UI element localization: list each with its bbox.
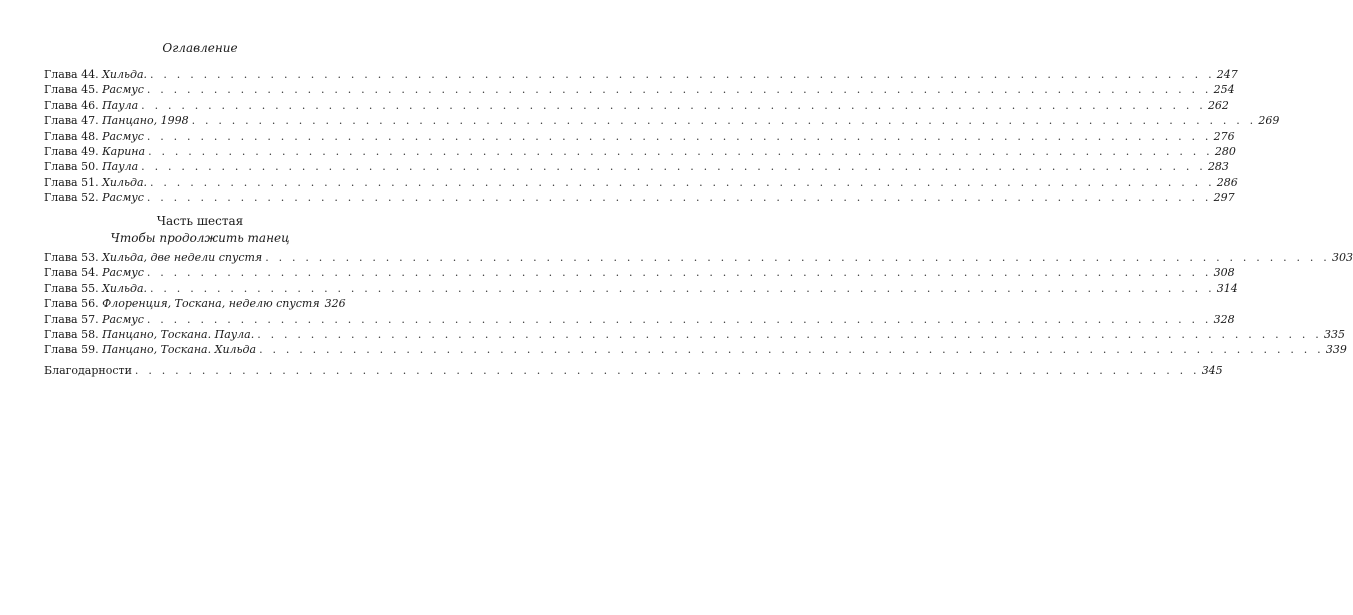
toc-entry-page: 335 (1323, 327, 1345, 341)
toc-entry (44, 129, 1235, 144)
toc-entry (44, 67, 1238, 82)
toc-entry-number: Глава 52. (44, 191, 99, 205)
toc-entry (44, 98, 1229, 113)
toc-entry-page: 326 (324, 297, 346, 311)
dot-leader: . . . . . . . . . . . . . . . . . . . . . . . . . . . . . . . . . . . . . . . . . . . . . . . . . . . . . . . . . . . . . . . . . . . . . . . . . . . . . . . . (146, 83, 1212, 97)
dot-leader: . . . . . . . . . . . . . . . . . . . . . . . . . . . . . . . . . . . . . . . . . . . . . . . . . . . . . . . . . . . . . . . . . . . . . . . . . . . . . . . . (148, 144, 1213, 158)
dot-leader: . . . . . . . . . . . . . . . . . . . . . . . . . . . . . . . . . . . . . . . . . . . . . . . . . . . . . . . . . . . . . . . . . . . . . . . . . . . . . . . . (146, 266, 1212, 280)
toc-entry-title: Панцано, Тоскана. Хильда (102, 343, 257, 357)
dot-leader: . . . . . . . . . . . . . . . . . . . . . . . . . . . . . . . . . . . . . . . . . . . . . . . . . . . . . . . . . . . . . . . . . . . . . . . . . . . . . . . . (150, 175, 1215, 189)
toc-entry (44, 327, 1345, 342)
toc-entry-title: Карина (102, 144, 146, 158)
toc-entry (44, 281, 1238, 296)
toc-entry-page: 328 (1213, 312, 1235, 326)
toc-entry (44, 190, 1235, 205)
toc-entry-number: Глава 58. (44, 327, 99, 341)
dot-leader: . . . . . . . . . . . . . . . . . . . . . . . . . . . . . . . . . . . . . . . . . . . . . . . . . . . . . . . . . . . . . . . . . . . . . . . . . . . . . . . . (150, 68, 1215, 81)
toc-entry (44, 175, 1238, 190)
toc-entry (44, 363, 1223, 378)
toc-entry-title: Расмус (102, 83, 144, 97)
toc-entry-title: Расмус (102, 191, 144, 205)
toc-entry-title: Панцано, Тоскана. Паула. (102, 327, 255, 341)
toc-entry (44, 113, 1280, 128)
toc-entry-number: Глава 57. (44, 312, 99, 326)
dot-leader: . . . . . . . . . . . . . . . . . . . . . . . . . . . . . . . . . . . . . . . . . . . . . . . . . . . . . . . . . . . . . . . . . . . . . . . . . . . . . . . . (134, 364, 1200, 377)
toc-entry (44, 296, 346, 311)
dot-leader: . . . . . . . . . . . . . . . . . . . . . . . . . . . . . . . . . . . . . . . . . . . . . . . . . . . . . . . . . . . . . . . . . . . . . . . . . . . . . . . . (257, 327, 1322, 341)
toc-section-2 (44, 250, 1353, 358)
toc-entry-title: Хильда. (102, 281, 148, 295)
toc-entry-number: Глава 50. (44, 160, 99, 174)
toc-entry-page: 297 (1213, 191, 1235, 205)
toc-entry-page: 262 (1207, 98, 1229, 112)
toc-entry-page: 345 (1201, 364, 1223, 377)
toc-entry (44, 265, 1235, 280)
dot-leader: . . . . . . . . . . . . . . . . . . . . . . . . . . . . . . . . . . . . . . . . . . . . . . . . . . . . . . . . . . . . . . . . . . . . . . . . . . . . . . . . (265, 251, 1330, 264)
toc-entry-title: Расмус (102, 312, 144, 326)
toc-entry-title: Флоренция, Тоскана, неделю спустя (102, 297, 320, 311)
toc-entry-number: Глава 47. (44, 114, 99, 128)
toc-entry-number: Глава 55. (44, 281, 99, 295)
toc-entry-title: Паула (102, 98, 139, 112)
part-title: Часть шестая (156, 214, 244, 228)
toc-entry-page: 283 (1207, 160, 1229, 174)
toc-entry-title: Хильда. (102, 68, 148, 81)
toc-entry-number: Глава 51. (44, 175, 99, 189)
toc-entry (44, 250, 1353, 265)
dot-leader: . . . . . . . . . . . . . . . . . . . . . . . . . . . . . . . . . . . . . . . . . . . . . . . . . . . . . . . . . . . . . . . . . . . . . . . . . . . . . . . . (259, 343, 1324, 357)
toc-entry-number: Глава 45. (44, 83, 99, 97)
toc-entry-page: 276 (1213, 129, 1235, 143)
toc-entry-title: Хильда, две недели спустя (102, 251, 263, 264)
toc-entry-page: 254 (1213, 83, 1235, 97)
toc-entry-number: Глава 54. (44, 266, 99, 280)
dot-leader: . . . . . . . . . . . . . . . . . . . . . . . . . . . . . . . . . . . . . . . . . . . . . . . . . . . . . . . . . . . . . . . . . . . . . . . . . . . . . . . . (150, 281, 1215, 295)
toc-entry-title: Расмус (102, 129, 144, 143)
toc-entry-title: Расмус (102, 266, 144, 280)
toc-entry (44, 82, 1235, 97)
toc-entry-title: Паула (102, 160, 139, 174)
toc-heading: Оглавление (162, 41, 238, 55)
toc-entry-page: 303 (1331, 251, 1353, 264)
toc-entry-number: Глава 48. (44, 129, 99, 143)
toc-entry-number: Благодарности (44, 364, 132, 377)
toc-entry-number: Глава 53. (44, 251, 99, 264)
toc-entry-number: Глава 59. (44, 343, 99, 357)
toc-entry-title: Панцано, 1998 (102, 114, 189, 128)
toc-entry-page: 269 (1258, 114, 1280, 128)
dot-leader: . . . . . . . . . . . . . . . . . . . . . . . . . . . . . . . . . . . . . . . . . . . . . . . . . . . . . . . . . . . . . . . . . . . . . . . . . . . . . . . . (146, 129, 1212, 143)
part-subtitle: Чтобы продолжить танец (110, 231, 290, 245)
toc-entry-page: 247 (1216, 68, 1238, 81)
toc-entry-page: 280 (1214, 144, 1236, 158)
toc-entry (44, 159, 1229, 174)
toc-entry-page: 286 (1216, 175, 1238, 189)
dot-leader: . . . . . . . . . . . . . . . . . . . . . . . . . . . . . . . . . . . . . . . . . . . . . . . . . . . . . . . . . . . . . . . . . . . . . . . . . . . . . . . . (141, 160, 1206, 174)
toc-section-1 (44, 67, 1280, 206)
toc-entry (44, 144, 1236, 159)
toc-entry-number: Глава 56. (44, 297, 99, 311)
dot-leader: . . . . . . . . . . . . . . . . . . . . . . . . . . . . . . . . . . . . . . . . . . . . . . . . . . . . . . . . . . . . . . . . . . . . . . . . . . . . . . . . (141, 98, 1206, 112)
toc-entry (44, 342, 1347, 357)
toc-entry (44, 312, 1235, 327)
toc-entry-page: 308 (1213, 266, 1235, 280)
dot-leader: . . . . . . . . . . . . . . . . . . . . . . . . . . . . . . . . . . . . . . . . . . . . . . . . . . . . . . . . . . . . . . . . . . . . . . . . . . . . . . . . (146, 312, 1212, 326)
dot-leader: . . . . . . . . . . . . . . . . . . . . . . . . . . . . . . . . . . . . . . . . . . . . . . . . . . . . . . . . . . . . . . . . . . . . . . . . . . . . . . . . (191, 114, 1257, 128)
dot-leader: . . . . . . . . . . . . . . . . . . . . . . . . . . . . . . . . . . . . . . . . . . . . . . . . . . . . . . . . . . . . . . . . . . . . . . . . . . . . . . . . (146, 191, 1212, 205)
toc-entry-number: Глава 44. (44, 68, 99, 81)
toc-entry-number: Глава 46. (44, 98, 99, 112)
toc-entry-title: Хильда. (102, 175, 148, 189)
toc-entry-page: 314 (1216, 281, 1238, 295)
toc-entry-page: 339 (1325, 343, 1347, 357)
toc-entry-number: Глава 49. (44, 144, 99, 158)
toc-section-3 (44, 363, 1223, 378)
